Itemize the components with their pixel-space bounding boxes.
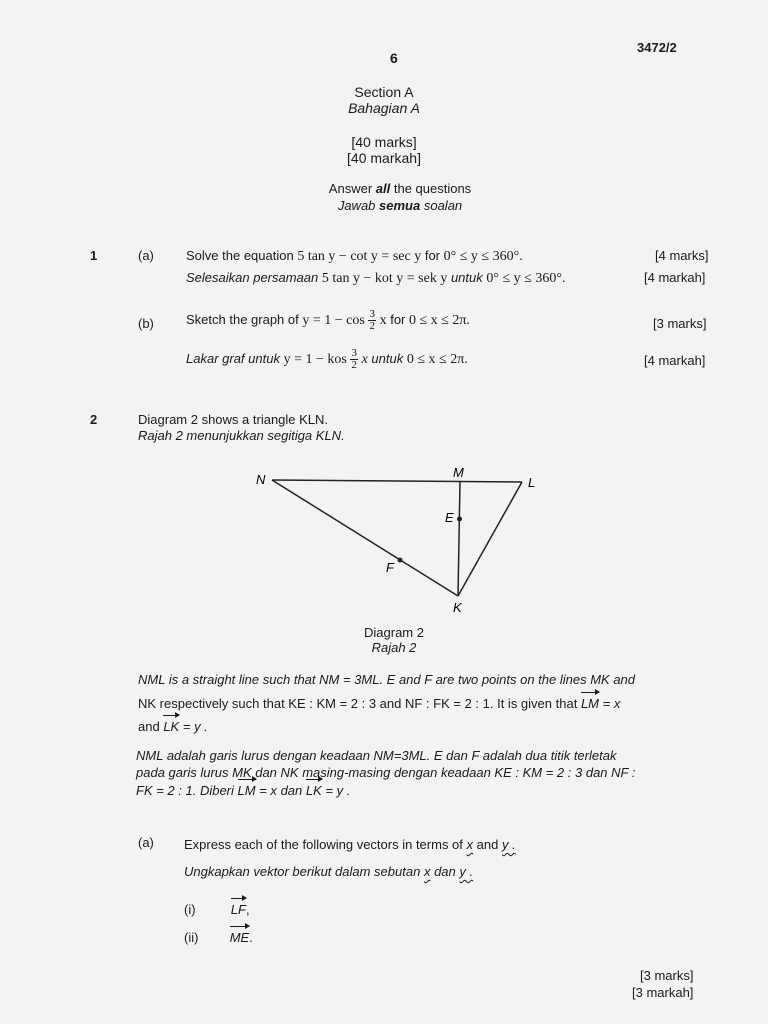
q1b-text-en: Sketch the graph of y = 1 − cos $\frac{3}{2}$ x for 0 ≤ x ≤ 2π. xyxy=(186,308,470,332)
paper-code: 3472/2 xyxy=(637,40,677,55)
q2a-marks: [3 marks] xyxy=(640,968,694,983)
diagram-caption-ms: Rajah 2 xyxy=(371,640,417,655)
q1a-equation: 5 tan y − cot y = sec y xyxy=(297,249,422,264)
vector-lk: LK xyxy=(163,719,180,734)
q2-paragraph-en-line2: NK respectively such that KE : KM = 2 : 3 and NF : FK = 2 : 1. It is given that LM = x xyxy=(138,696,621,711)
q2-intro-en: Diagram 2 shows a triangle KLN. xyxy=(138,412,329,427)
section-title-ms: Bahagian A xyxy=(348,100,420,116)
page-number: 6 xyxy=(390,50,398,66)
q2a-part-ii: (ii) ME. xyxy=(184,930,253,945)
label-l: L xyxy=(528,475,536,490)
vector-lm: LM xyxy=(580,696,599,711)
label-e: E xyxy=(445,510,454,525)
question-1-number: 1 xyxy=(90,248,98,263)
q2-paragraph-en-line1: NML is a straight line such that NM = 3ML. E and F are two points on the lines MK and xyxy=(138,672,636,687)
q2a-text-en: Express each of the following vectors in terms of x and y . xyxy=(184,837,516,852)
q1a-text-ms: Selesaikan persamaan 5 tan y − kot y = sek y untuk 0° ≤ y ≤ 360°. xyxy=(186,270,566,286)
section-marks-ms: [40 markah] xyxy=(347,150,421,166)
instruction-ms: Jawab semua soalan xyxy=(337,198,463,213)
vector-me: ME xyxy=(229,930,250,945)
label-m: M xyxy=(453,465,464,480)
line-mk xyxy=(458,481,460,596)
q1b-marks: [3 marks] xyxy=(653,316,707,331)
q1b-marks-ms: [4 markah] xyxy=(644,353,706,368)
point-f xyxy=(398,558,403,563)
q1b-text-ms: Lakar graf untuk y = 1 − kos $\frac{3}{2}$ x untuk 0 ≤ x ≤ 2π. xyxy=(186,347,468,371)
section-marks: [40 marks] xyxy=(351,134,417,150)
triangle-kln-diagram xyxy=(250,460,550,620)
line-nk xyxy=(272,480,458,596)
line-lk xyxy=(458,482,522,596)
q1b-label: (b) xyxy=(138,316,154,331)
line-nml xyxy=(272,480,522,482)
q2a-part-i: (i) LF, xyxy=(184,902,250,917)
label-k: K xyxy=(453,600,462,615)
q1a-marks-ms: [4 markah] xyxy=(644,270,706,285)
label-n: N xyxy=(256,472,266,487)
q2-intro-ms: Rajah 2 menunjukkan segitiga KLN. xyxy=(138,428,345,443)
q2a-text-ms: Ungkapkan vektor berikut dalam sebutan x dan y . xyxy=(184,864,474,879)
q2a-label: (a) xyxy=(138,835,154,850)
question-2-number: 2 xyxy=(90,412,98,427)
label-f: F xyxy=(386,560,394,575)
q1a-text-en: Solve the equation 5 tan y − cot y = sec y for 0° ≤ y ≤ 360°. xyxy=(186,248,523,264)
diagram-caption: Diagram 2 xyxy=(364,625,424,640)
instruction-en: Answer all the questions xyxy=(328,181,472,196)
q2-paragraph-ms-line1: NML adalah garis lurus dengan keadaan NM=3ML. E dan F adalah dua titik terletak xyxy=(136,748,617,763)
q2-paragraph-ms-line2: pada garis lurus MK dan NK masing-masing dengan keadaan KE : KM = 2 : 3 dan NF : xyxy=(136,765,636,780)
q1a-label: (a) xyxy=(138,248,154,263)
section-title: Section A xyxy=(354,84,414,100)
q1a-marks: [4 marks] xyxy=(655,248,709,263)
q2-paragraph-ms-line3: FK = 2 : 1. Diberi LM = x dan LK = y . xyxy=(136,783,351,798)
vector-lf: LF xyxy=(230,902,246,917)
q2a-marks-ms: [3 markah] xyxy=(632,985,694,1000)
q2-paragraph-en-line3: and LK = y . xyxy=(138,719,208,734)
point-e xyxy=(457,517,462,522)
